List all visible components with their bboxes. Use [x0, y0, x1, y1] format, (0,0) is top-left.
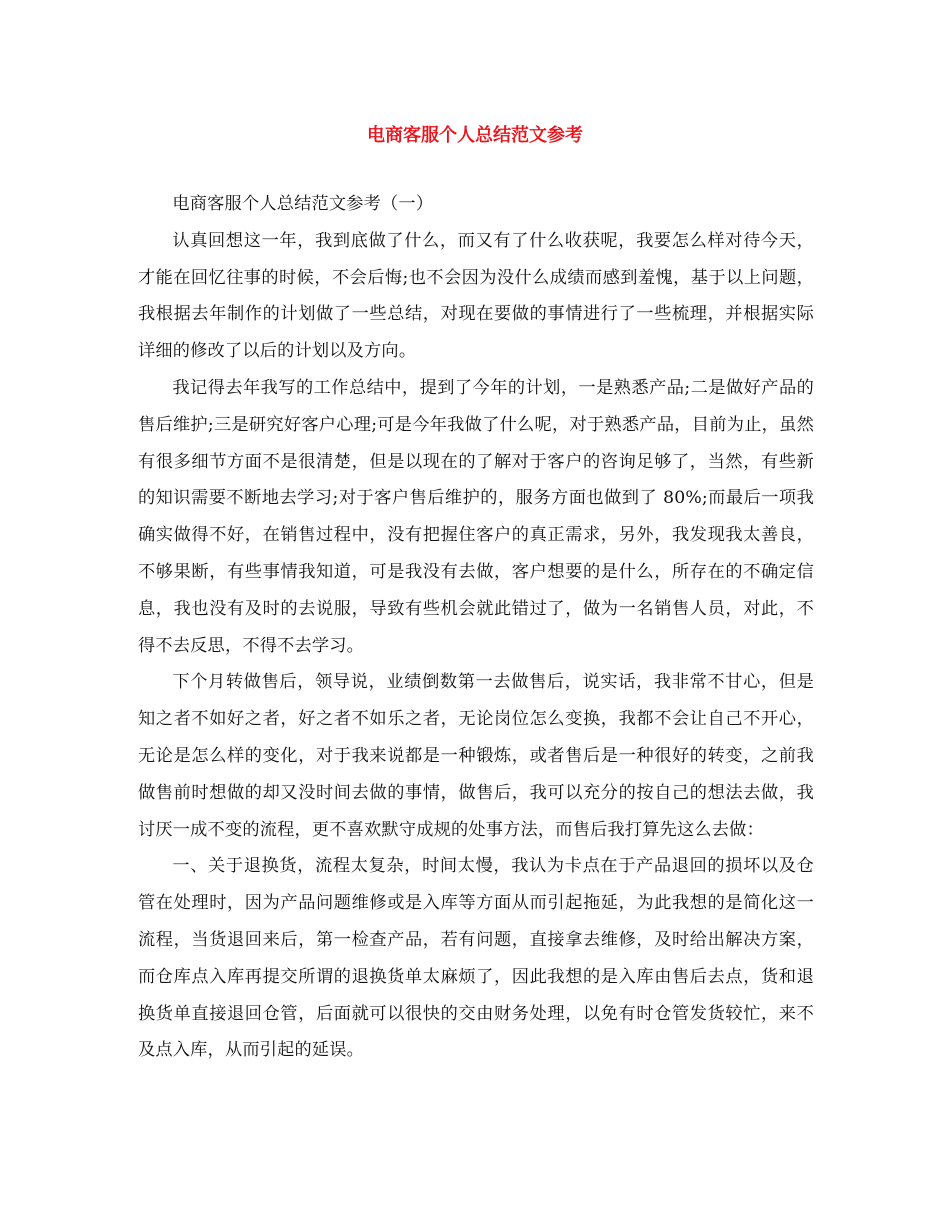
- paragraph-returns-process: 一、关于退换货，流程太复杂，时间太慢，我认为卡点在于产品退回的损坏以及仓管在处理时，因为产品问题维修或是入库等方面从而引起拖延，为此我想的是简化这一流程，当货退回来后，第一检查产品，若有问题，直接拿去维修，及时给出解决方案，而仓库点入库再提交所谓的退换货单太麻烦了，因此我想的是入库由售后去点，货和退换货单直接退回仓管，后面就可以很快的交由财务处理，以免有时仓管发货较忙，来不及点入库，从而引起的延误。: [138, 856, 814, 1061]
- paragraph-after-sales-transfer: 下个月转做售后，领导说，业绩倒数第一去做售后，说实话，我非常不甘心，但是知之者不如好之者，好之者不如乐之者，无论岗位怎么变换，我都不会让自己不开心，无论是怎么样的变化，对于我来说都是一种锻炼，或者售后是一种很好的转变，之前我做售前时想做的却又没时间去做的事情，做售后，我可以充分的按自己的想法去做，我讨厌一成不变的流程，更不喜欢默守成规的处事方法，而售后我打算先这么去做：: [138, 672, 814, 840]
- paragraph-last-year-plan: 我记得去年我写的工作总结中，提到了今年的计划，一是熟悉产品;二是做好产品的售后维护;三是研究好客户心理;可是今年我做了什么呢，对于熟悉产品，目前为止，虽然有很多细节方面不是很清楚，但是以现在的了解对于客户的咨询足够了，当然，有些新的知识需要不断地去学习;对于客户售后维护的，服务方面也做到了 80%;而最后一项我确实做得不好，在销售过程中，没有把握住客户的真正需求，另外，我发现我太善良，不够果断，有些事情我知道，可是我没有去做，客户想要的是什么，所存在的不确定信息，我也没有及时的去说服，导致有些机会就此错过了，做为一名销售人员，对此，不得不去反思，不得不去学习。: [138, 377, 814, 656]
- paragraph-intro: 认真回想这一年，我到底做了什么，而又有了什么收获呢，我要怎么样对待今天，才能在回忆往事的时候，不会后悔;也不会因为没什么成绩而感到羞愧，基于以上问题，我根据去年制作的计划做了一些总结，对现在要做的事情进行了一些梳理，并根据实际详细的修改了以后的计划以及方向。: [138, 230, 814, 362]
- document-body: [138, 186, 814, 1069]
- section-heading: 电商客服个人总结范文参考（一）: [172, 194, 434, 214]
- document-title: 电商客服个人总结范文参考: [367, 125, 583, 146]
